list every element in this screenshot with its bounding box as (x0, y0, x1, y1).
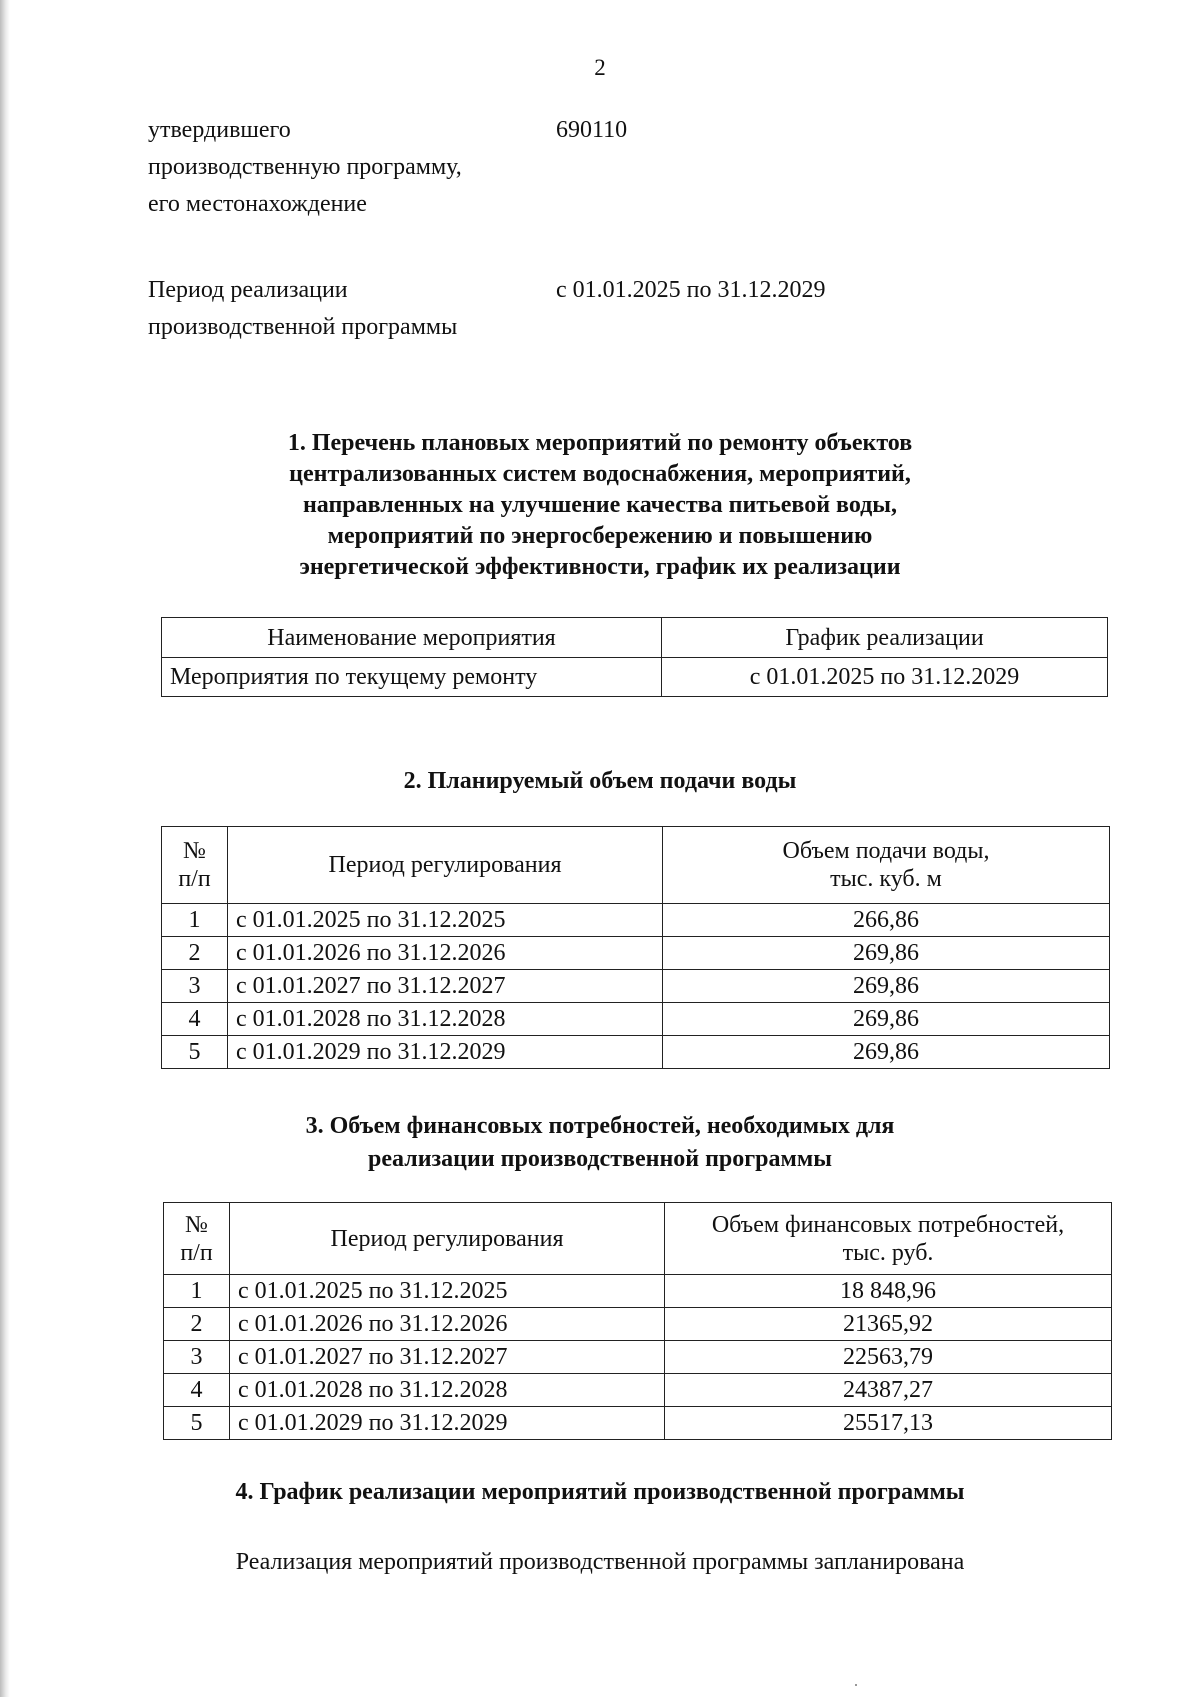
value-cell: 21365,92 (665, 1308, 1112, 1341)
header-financial-needs (665, 1203, 1112, 1275)
period-row (148, 272, 1048, 346)
value-cell: 22563,79 (665, 1341, 1112, 1374)
section1-title (0, 428, 1200, 583)
water-volume-table (161, 826, 1110, 1069)
period-value: с 01.01.2025 по 31.12.2029 (556, 277, 826, 303)
value-cell: 269,86 (663, 1003, 1110, 1036)
header-value-line: тыс. руб. (842, 1239, 934, 1266)
value-cell: 269,86 (663, 937, 1110, 970)
period-cell: с 01.01.2029 по 31.12.2029 (230, 1407, 665, 1440)
row-number-cell: 2 (164, 1308, 230, 1341)
header-number-line: № (185, 1211, 208, 1238)
period-label-line: Период реализации (148, 277, 348, 303)
period-cell: с 01.01.2025 по 31.12.2025 (230, 1275, 665, 1308)
table-row (162, 904, 1110, 937)
schedule-cell: с 01.01.2025 по 31.12.2029 (662, 658, 1108, 697)
header-activity-name: Наименование мероприятия (162, 618, 662, 658)
value-cell: 269,86 (663, 1036, 1110, 1069)
section1-title-line: централизованных систем водоснабжения, мероприятий, (289, 461, 911, 487)
approver-label-line: утвердившего (148, 117, 291, 143)
period-cell: с 01.01.2025 по 31.12.2025 (228, 904, 663, 937)
table-row (164, 1374, 1112, 1407)
table-header-row (164, 1203, 1112, 1275)
table-row (162, 1036, 1110, 1069)
header-water-volume (663, 827, 1110, 904)
header-period: Период регулирования (228, 827, 663, 904)
table-row (164, 1407, 1112, 1440)
header-number (162, 827, 228, 904)
table-header-row (162, 618, 1108, 658)
section1-title-line: мероприятий по энергосбережению и повышению (327, 523, 873, 549)
scan-speck (855, 1684, 857, 1686)
row-number-cell: 1 (164, 1275, 230, 1308)
table-row (164, 1308, 1112, 1341)
header-number-line: № (183, 838, 206, 864)
section3-title-line: реализации производственной программы (368, 1146, 832, 1172)
period-label-line: производственной программы (148, 314, 458, 340)
period-cell: с 01.01.2027 по 31.12.2027 (230, 1341, 665, 1374)
approver-label-line: производственную программу, (148, 154, 462, 180)
period-cell: с 01.01.2029 по 31.12.2029 (228, 1036, 663, 1069)
activity-name-cell: Мероприятия по текущему ремонту (162, 658, 662, 697)
section1-title-line: энергетической эффективности, график их реализации (299, 554, 901, 580)
financial-needs-table (163, 1202, 1112, 1440)
period-cell: с 01.01.2028 по 31.12.2028 (230, 1374, 665, 1407)
header-period: Период регулирования (230, 1203, 665, 1275)
section3-title (0, 1110, 1200, 1176)
scan-edge (0, 0, 10, 1697)
row-number-cell: 4 (164, 1374, 230, 1407)
section4-text: Реализация мероприятий производственной программы запланирована (235, 1549, 965, 1575)
value-cell: 25517,13 (665, 1407, 1112, 1440)
header-value-line: Объем финансовых потребностей, (711, 1211, 1065, 1238)
row-number-cell: 4 (162, 1003, 228, 1036)
header-value-line: тыс. куб. м (830, 866, 942, 892)
table-row (164, 1341, 1112, 1374)
approver-value: 690110 (556, 117, 628, 143)
section1-title-line: направленных на улучшение качества питьевой воды, (302, 492, 898, 518)
period-cell: с 01.01.2026 по 31.12.2026 (230, 1308, 665, 1341)
approver-row (148, 112, 1048, 223)
row-number-cell: 3 (164, 1341, 230, 1374)
approver-label-line: его местонахождение (148, 191, 367, 217)
page-number: 2 (594, 55, 606, 80)
value-cell: 269,86 (663, 970, 1110, 1003)
approver-label (148, 112, 568, 223)
row-number-cell: 2 (162, 937, 228, 970)
period-cell: с 01.01.2027 по 31.12.2027 (228, 970, 663, 1003)
row-number-cell: 3 (162, 970, 228, 1003)
row-number-cell: 5 (162, 1036, 228, 1069)
period-cell: с 01.01.2028 по 31.12.2028 (228, 1003, 663, 1036)
table-row (162, 970, 1110, 1003)
header-schedule: График реализации (662, 618, 1108, 658)
section4-title: 4. График реализации мероприятий производственной программы (235, 1479, 965, 1505)
row-number-cell: 1 (162, 904, 228, 937)
value-cell: 18 848,96 (665, 1275, 1112, 1308)
row-number-cell: 5 (164, 1407, 230, 1440)
table-row (162, 658, 1108, 697)
section2-title: 2. Планируемый объем подачи воды (403, 768, 797, 794)
section3-title-line: 3. Объем финансовых потребностей, необходимых для (305, 1113, 895, 1139)
header-number (164, 1203, 230, 1275)
section1-title-line: 1. Перечень плановых мероприятий по ремонту объектов (287, 430, 913, 456)
table-row (164, 1275, 1112, 1308)
period-cell: с 01.01.2026 по 31.12.2026 (228, 937, 663, 970)
header-number-line: п/п (178, 866, 211, 892)
value-cell: 266,86 (663, 904, 1110, 937)
table-row (162, 937, 1110, 970)
table-header-row (162, 827, 1110, 904)
period-label (148, 272, 568, 346)
table-row (162, 1003, 1110, 1036)
value-cell: 24387,27 (665, 1374, 1112, 1407)
header-value-line: Объем подачи воды, (782, 838, 990, 864)
activities-table (161, 617, 1108, 697)
header-number-line: п/п (180, 1239, 213, 1266)
